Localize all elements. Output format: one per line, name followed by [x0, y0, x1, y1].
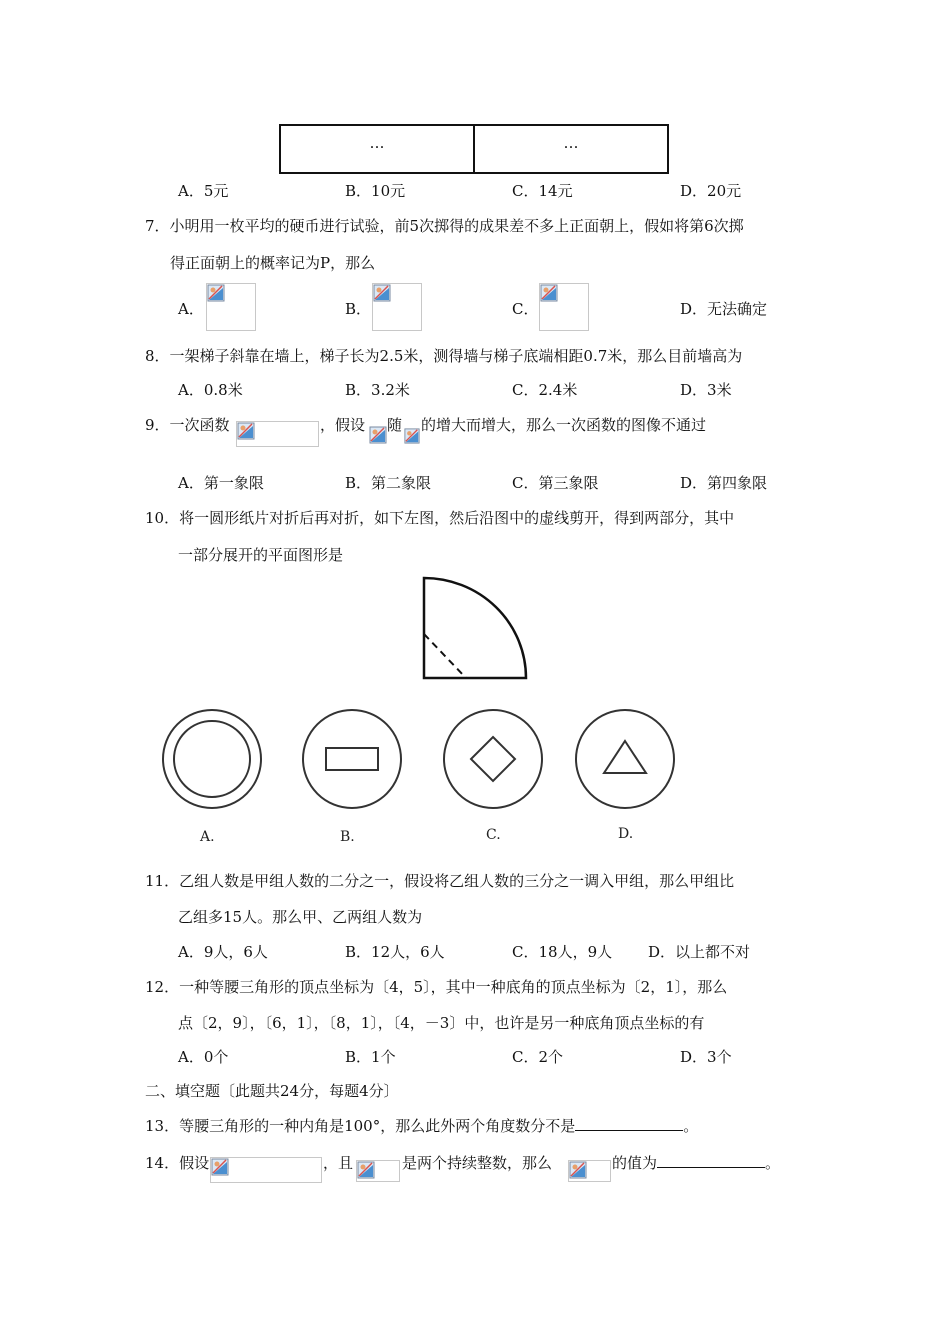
table-cell: … — [369, 134, 385, 152]
missing-image-placeholder — [206, 283, 256, 331]
broken-image-icon — [404, 428, 420, 444]
q14-text-4: 的值为 — [612, 1154, 658, 1172]
broken-image-icon — [237, 422, 255, 440]
q8-option-a: A．0.8米 — [178, 381, 243, 399]
q9-option-b: B．第二象限 — [345, 474, 432, 492]
missing-image-placeholder — [372, 283, 422, 331]
broken-image-icon — [357, 1161, 375, 1179]
q7-line2: 得正面朝上的概率记为P，那么 — [170, 254, 376, 272]
q8-line1: 8．一架梯子斜靠在墙上，梯子长为2.5米，测得墙与梯子底端相距0.7米，那么目前墙高为 — [145, 347, 743, 365]
q13-blank — [575, 1116, 683, 1131]
option-c-diamond-figure — [444, 710, 542, 808]
broken-image-icon — [211, 1158, 229, 1176]
missing-image-placeholder — [404, 428, 420, 444]
section-heading: 二、填空题〔此题共24分，每题4分〕 — [145, 1082, 399, 1100]
q6-option-b: B．10元 — [345, 182, 406, 200]
option-d-triangle-figure — [576, 710, 674, 808]
missing-image-placeholder — [369, 426, 387, 444]
option-label: C. — [486, 827, 501, 843]
option-label: B. — [340, 829, 355, 845]
option-label: A. — [200, 829, 215, 845]
q9-text-4: 的增大而增大，那么一次函数的图像不通过 — [421, 416, 707, 434]
q9-text-1: 9．一次函数 — [145, 416, 230, 434]
q8-option-c: C．2.4米 — [512, 381, 578, 399]
q9-text-3: 随 — [387, 416, 403, 434]
q9-option-a: A．第一象限 — [178, 474, 264, 492]
q10-line1: 10．将一圆形纸片对折后再对折，如下左图，然后沿图中的虚线剪开，得到两部分，其中 — [145, 509, 735, 527]
option-b-rectangle-figure — [303, 710, 401, 808]
q6-option-c: C．14元 — [512, 182, 573, 200]
broken-image-icon — [373, 284, 391, 302]
q7-line1: 7．小明用一枚平均的硬币进行试验，前5次掷得的成果差不多上正面朝上，假如将第6次掷 — [145, 217, 744, 235]
q14-end: 。 — [765, 1154, 781, 1172]
q11-option-d: D．以上都不对 — [648, 943, 751, 961]
q7-option-b: B． — [345, 300, 372, 318]
q14-line-end — [612, 1152, 780, 1173]
folded-paper-figure — [418, 572, 532, 682]
option-a-ring-figure — [163, 710, 261, 808]
q7-option-d: D．无法确定 — [680, 300, 768, 318]
missing-image-placeholder — [236, 421, 319, 447]
q12-line2: 点〔2，9〕，〔6，1〕，〔8，1〕，〔4，－3〕中，也许是另一种底角顶点坐标的有 — [178, 1014, 705, 1032]
q12-line1: 12．一种等腰三角形的顶点坐标为〔4，5〕，其中一种底角的顶点坐标为〔2，1〕，那么 — [145, 978, 728, 996]
q12-option-b: B．1个 — [345, 1048, 396, 1066]
q14-text-2: ，且 — [323, 1154, 354, 1172]
q14-text-1: 14．假设 — [145, 1154, 210, 1172]
broken-image-icon — [207, 284, 225, 302]
q12-option-d: D．3个 — [680, 1048, 732, 1066]
q14-text-3: 是两个持续整数，那么 — [402, 1154, 553, 1172]
q8-option-b: B．3.2米 — [345, 381, 410, 399]
q7-option-c: C． — [512, 300, 539, 318]
broken-image-icon — [369, 426, 387, 444]
q11-line1: 11．乙组人数是甲组人数的二分之一，假设将乙组人数的三分之一调入甲组，那么甲组比 — [145, 872, 735, 890]
missing-image-placeholder — [356, 1160, 400, 1182]
missing-image-placeholder — [539, 283, 589, 331]
q7-option-a: A． — [178, 300, 204, 318]
missing-image-placeholder — [568, 1160, 611, 1182]
q12-option-a: A．0个 — [178, 1048, 229, 1066]
q6-option-d: D．20元 — [680, 182, 742, 200]
broken-image-icon — [540, 284, 558, 302]
q12-option-c: C．2个 — [512, 1048, 564, 1066]
option-label: D. — [618, 826, 634, 842]
q14-blank — [657, 1153, 765, 1168]
q11-line2: 乙组多15人。那么甲、乙两组人数为 — [178, 908, 423, 926]
q13-line — [145, 1115, 698, 1136]
q9-text-2: ，假设 — [320, 416, 366, 434]
q9-option-c: C．第三象限 — [512, 474, 599, 492]
q13-text: 13．等腰三角形的一种内角是100°，那么此外两个角度数分不是 — [145, 1117, 576, 1135]
q11-option-a: A．9人，6人 — [178, 943, 268, 961]
q8-option-d: D．3米 — [680, 381, 732, 399]
missing-image-placeholder — [210, 1157, 322, 1183]
table-cell: … — [473, 126, 667, 172]
q6-option-a: A．5元 — [178, 182, 229, 200]
answer-table — [279, 124, 669, 174]
q9-option-d: D．第四象限 — [680, 474, 768, 492]
q10-options-figure — [150, 700, 710, 850]
q11-option-b: B．12人，6人 — [345, 943, 445, 961]
broken-image-icon — [569, 1161, 587, 1179]
q11-option-c: C．18人，9人 — [512, 943, 613, 961]
q13-end: 。 — [683, 1117, 699, 1135]
q10-line2: 一部分展开的平面图形是 — [178, 546, 344, 564]
